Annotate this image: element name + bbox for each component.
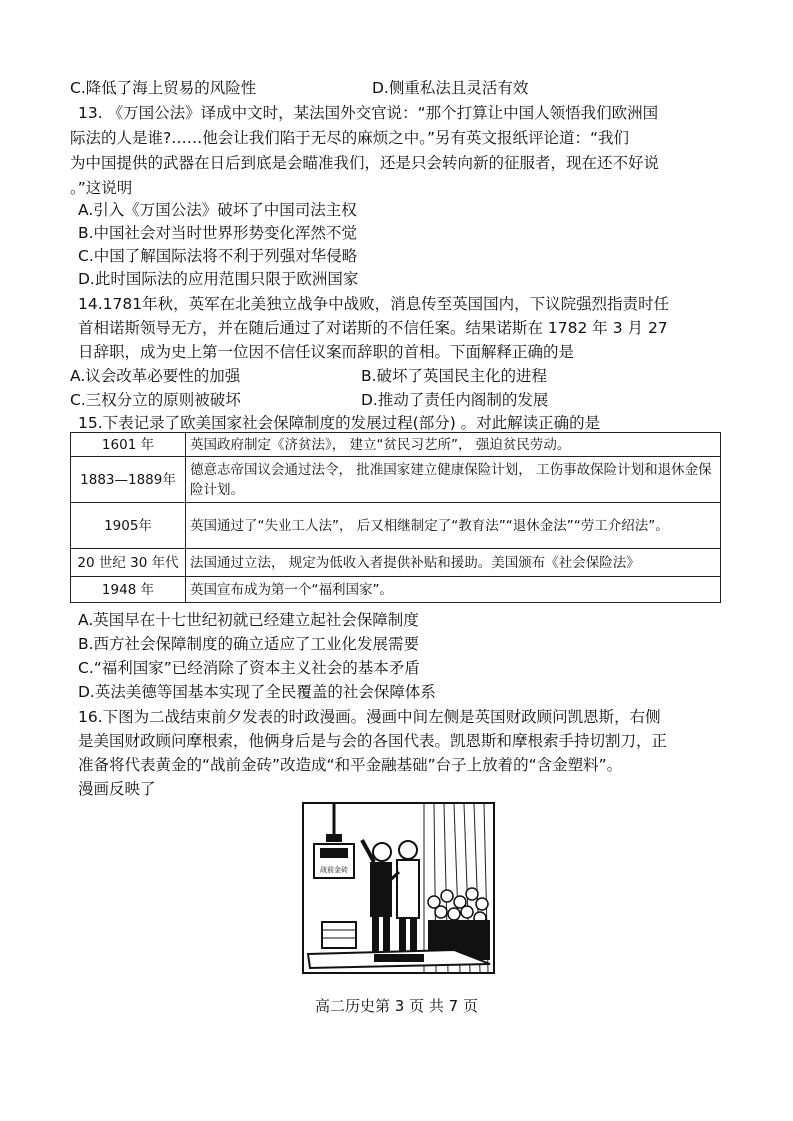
q13-option-a: A.引入《万国公法》破坏了中国司法主权 (78, 201, 357, 219)
table-row (71, 433, 721, 457)
cartoon-drawing (304, 804, 493, 972)
table-cell-year: 20 世纪 30 年代 (71, 549, 186, 577)
q15-stem: 15.下表记录了欧美国家社会保障制度的发展过程(部分) 。对此解读正确的是 (78, 414, 601, 432)
table-cell-year: 1948 年 (71, 577, 186, 603)
q16-stem-line-1: 16.下图为二战结束前夕发表的时政漫画。漫画中间左侧是英国财政顾问凯恩斯，右侧 (78, 708, 661, 726)
q13-stem-line-4: 。”这说明 (70, 179, 133, 197)
q14-option-b: B.破坏了英国民主化的进程 (361, 367, 548, 385)
q14-stem-line-3: 日辞职，成为史上第一位因不信任议案而辞职的首相。下面解释正确的是 (78, 343, 575, 361)
q15-option-c: C.“福利国家”已经消除了资本主义社会的基本矛盾 (78, 659, 420, 677)
table-cell-event: 英国通过了“失业工人法”， 后又相继制定了“教育法”“退休金法”“劳工介绍法”。 (186, 503, 721, 549)
q13-option-b: B.中国社会对当时世界形势变化浑然不觉 (78, 224, 358, 242)
q13-option-c: C.中国了解国际法将不利于列强对华侵略 (78, 247, 358, 265)
cartoon-label: 战前金砖 (320, 866, 348, 874)
table-cell-year: 1883—1889年 (71, 457, 186, 503)
table-cell-event: 法国通过立法， 规定为低收入者提供补贴和援助。美国颁布《社会保险法》 (186, 549, 721, 577)
q15-option-a: A.英国早在十七世纪初就已经建立起社会保障制度 (78, 611, 419, 629)
q13-option-d: D.此时国际法的应用范围只限于欧洲国家 (78, 270, 359, 288)
q14-option-c: C.三权分立的原则被破坏 (70, 391, 241, 409)
q16-stem-line-3: 准备将代表黄金的“战前金砖”改造成“和平金融基础”台子上放着的“含金塑料”。 (78, 756, 623, 774)
q15-option-b: B.西方社会保障制度的确立适应了工业化发展需要 (78, 635, 420, 653)
table-row (71, 577, 721, 603)
table-cell-event: 英国政府制定《济贫法》， 建立“贫民习艺所”， 强迫贫民劳动。 (186, 433, 721, 457)
table-cell-event: 德意志帝国议会通过法令， 批准国家建立健康保险计划， 工伤事故保险计划和退休金保险计划。 (186, 457, 721, 503)
q13-stem-line-3: 为中国提供的武器在日后到底是会瞄准我们，还是只会转向新的征服者，现在还不好说 (70, 154, 660, 172)
table-cell-year: 1905年 (71, 503, 186, 549)
prev-option-c: C.降低了海上贸易的风险性 (70, 79, 257, 97)
q14-option-a: A.议会改革必要性的加强 (70, 367, 241, 385)
table-row (71, 457, 721, 503)
page-footer: 高二历史第 3 页 共 7 页 (315, 997, 478, 1015)
q14-stem-line-2: 首相诺斯领导无方，并在随后通过了对诺斯的不信任案。结果诺斯在 1782 年 3 月 27 (78, 319, 668, 337)
table-cell-year: 1601 年 (71, 433, 186, 457)
political-cartoon-image (302, 802, 495, 974)
table-cell-event: 英国宣布成为第一个“福利国家”。 (186, 577, 721, 603)
q14-stem-line-1: 14.1781年秋，英军在北美独立战争中战败，消息传至英国国内，下议院强烈指责时任 (78, 295, 670, 313)
prev-option-d: D.侧重私法且灵活有效 (372, 79, 529, 97)
social-security-table (70, 432, 721, 603)
table-row (71, 503, 721, 549)
q14-option-d: D.推动了责任内阁制的发展 (361, 391, 549, 409)
q13-stem-line-1: 13. 《万国公法》译成中文时，某法国外交官说：“那个打算让中国人领悟我们欧洲国 (78, 104, 659, 122)
table-row (71, 549, 721, 577)
q16-stem-line-4: 漫画反映了 (78, 780, 156, 798)
q16-stem-line-2: 是美国财政顾问摩根索，他俩身后是与会的各国代表。凯恩斯和摩根索手持切割刀，正 (78, 732, 668, 750)
q15-option-d: D.英法美德等国基本实现了全民覆盖的社会保障体系 (78, 683, 436, 701)
q13-stem-line-2: 际法的人是谁?……他会让我们陷于无尽的麻烦之中。”另有英文报纸评论道：“我们 (70, 129, 630, 147)
